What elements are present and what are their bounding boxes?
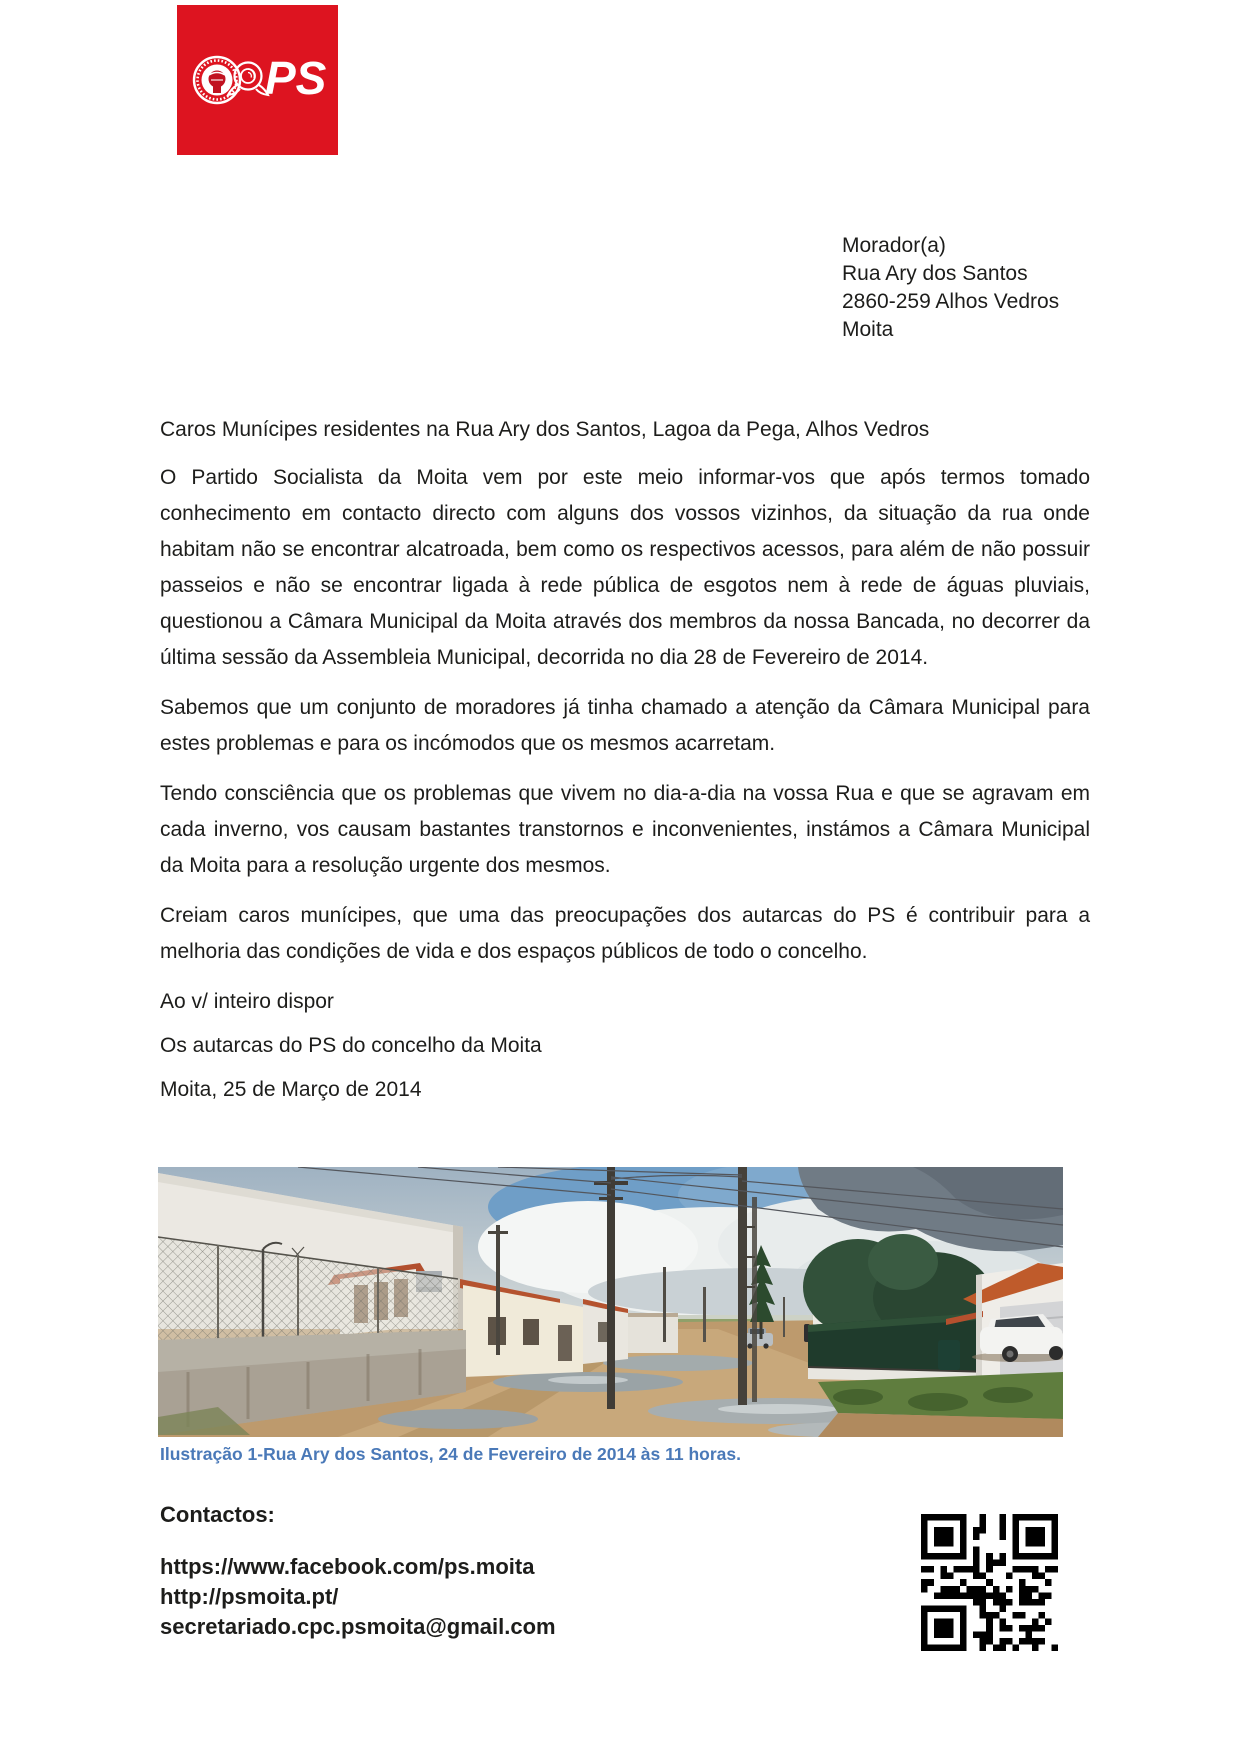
ps-party-logo	[177, 5, 338, 155]
website-link[interactable]: http://psmoita.pt/	[160, 1584, 339, 1609]
paragraph: Sabemos que um conjunto de moradores já tinha chamado a atenção da Câmara Municipal para estes problemas e para os incómodos que os mesmos acarretam.	[160, 696, 1090, 755]
paragraph: O Partido Socialista da Moita vem por este meio informar-vos que após termos tomado conhecimento em contacto directo com alguns dos vossos vizinhos, da situação da rua onde habitam não se encontrar alcatroada, bem como os respectivos acessos, para além de não possuir passeios e não se encontrar ligada à rede pública de esgotos nem à rede de águas pluviais, questionou a Câmara Municipal da Moita através dos membros da nossa Bancada, no decorrer da última sessão da Assembleia Municipal, decorrida no dia 28 de Fevereiro de 2014.	[160, 466, 1090, 669]
closing-line: Os autarcas do PS do concelho da Moita	[160, 1034, 542, 1057]
paragraph: Creiam caros munícipes, que uma das preocupações dos autarcas do PS é contribuir para a melhoria das condições de vida e dos espaços públicos de todo o concelho.	[160, 904, 1090, 963]
recipient-line: 2860-259 Alhos Vedros	[842, 290, 1060, 313]
recipient-address	[842, 232, 1059, 344]
figure-caption: Ilustração 1-Rua Ary dos Santos, 24 de Fevereiro de 2014 às 11 horas.	[160, 1444, 742, 1464]
letter-body	[160, 412, 1090, 1116]
recipient-line: Rua Ary dos Santos	[842, 262, 1028, 285]
closing-line: Ao v/ inteiro dispor	[160, 990, 334, 1013]
qr-code	[921, 1514, 1058, 1651]
contacts-heading: Contactos:	[160, 1502, 275, 1527]
street-photo	[158, 1167, 1063, 1437]
email-link[interactable]: secretariado.cpc.psmoita@gmail.com	[160, 1614, 556, 1639]
closing-line-date: Moita, 25 de Março de 2014	[160, 1078, 422, 1101]
paragraph: Tendo consciência que os problemas que vivem no dia-a-dia na vossa Rua e que se agravam em cada inverno, vos causam bastantes transtornos e inconvenientes, instámos a Câmara Municipal da Moita para a resolução urgente dos mesmos.	[160, 782, 1090, 877]
salutation: Caros Munícipes residentes na Rua Ary dos Santos, Lagoa da Pega, Alhos Vedros	[160, 418, 930, 441]
recipient-line: Morador(a)	[842, 234, 946, 257]
recipient-line: Moita	[842, 318, 894, 341]
facebook-link[interactable]: https://www.facebook.com/ps.moita	[160, 1554, 535, 1579]
logo-ps-text: PS	[265, 52, 327, 104]
contact-links	[160, 1552, 556, 1642]
